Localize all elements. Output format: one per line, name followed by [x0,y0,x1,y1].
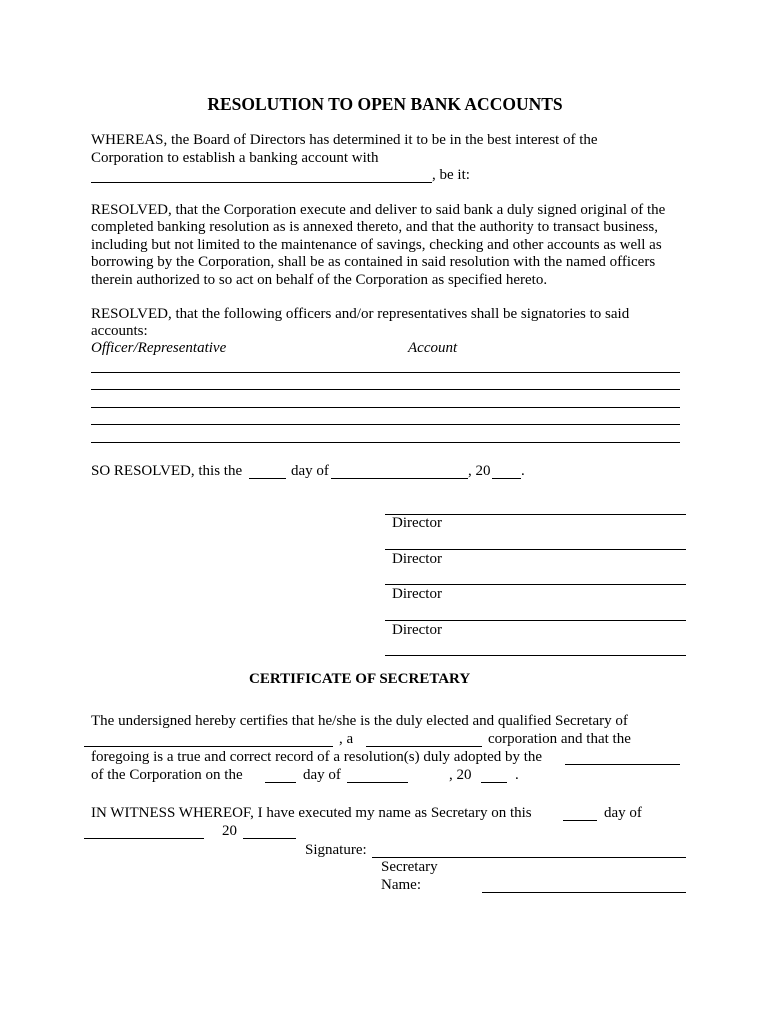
certificate-line-2-comma-a: , a [339,731,354,747]
secretary-signature-line[interactable] [372,841,686,858]
witness-year-prefix: 20 [222,823,237,839]
certificate-line-4-day-of: day of [303,767,341,783]
secretary-label: Secretary [381,859,438,875]
so-resolved-day-of: day of [291,463,329,479]
name-label: Name: [381,877,421,893]
resolved-authority-line: RESOLVED, that the Corporation execute and deliver to said bank a duly signed original of the [91,202,666,218]
certificate-line-2-rest: corporation and that the [488,731,631,747]
certificate-line-4-end: . [515,767,519,783]
director-label: Director [392,551,442,567]
signatory-row-5-blank[interactable] [91,442,680,443]
signatory-row-3-blank[interactable] [91,407,680,408]
certificate-line-4-lead: of the Corporation on the [91,767,243,783]
director-label: Director [392,515,442,531]
resolution-month-blank[interactable] [331,462,468,479]
witness-month-blank[interactable] [84,822,204,839]
witness-line-1: IN WITNESS WHEREOF, I have executed my name as Secretary on this [91,805,532,821]
resolved-authority-line: including but not limited to the maintenance of savings, checking and other accounts as well as [91,237,662,253]
so-resolved-end: . [521,463,525,479]
witness-day-of: day of [604,805,642,821]
so-resolved-year-prefix: , 20 [468,463,491,479]
certificate-heading: CERTIFICATE OF SECRETARY [249,671,471,687]
whereas-line-2: Corporation to establish a banking account with [91,150,379,166]
adoption-month-blank[interactable] [347,766,408,783]
signatory-row-4-blank[interactable] [91,424,680,425]
certificate-line-3: foregoing is a true and correct record of a resolution(s) duly adopted by the [91,749,543,765]
resolved-signatories-line: accounts: [91,323,148,339]
resolved-authority-line: therein authorized to so act on behalf of the Corporation as specified hereto. [91,272,548,288]
resolution-year-blank[interactable] [492,462,521,479]
so-resolved-lead: SO RESOLVED, this the [91,463,243,479]
whereas-line-1: WHEREAS, the Board of Directors has determined it to be in the best interest of the [91,132,598,148]
bank-name-blank[interactable] [91,166,432,183]
corporation-name-blank[interactable] [84,730,333,747]
adoption-day-blank[interactable] [265,766,296,783]
secretary-name-blank[interactable] [482,876,686,893]
account-column-header: Account [408,340,458,356]
document-title: RESOLUTION TO OPEN BANK ACCOUNTS [207,94,563,114]
whereas-line-3-suffix: , be it: [432,167,470,183]
director-label: Director [392,586,442,602]
witness-year-blank[interactable] [243,822,296,839]
resolved-authority-line: borrowing by the Corporation, shall be as contained in said resolution with the named officers [91,254,656,270]
resolved-signatories-line: RESOLVED, that the following officers and/or representatives shall be signatories to said [91,306,630,322]
certificate-line-4-year-prefix: , 20 [449,767,472,783]
signatory-row-2-blank[interactable] [91,389,680,390]
resolution-day-blank[interactable] [249,462,286,479]
director-block-bottom-rule [385,655,686,656]
resolved-authority-line: completed banking resolution as is annexed thereto, and that the authority to transact business, [91,219,658,235]
signatory-row-1-blank[interactable] [91,372,680,373]
state-of-incorporation-blank[interactable] [366,730,482,747]
adoption-year-blank[interactable] [481,766,507,783]
signature-label: Signature: [305,842,367,858]
director-label: Director [392,622,442,638]
adopting-body-blank[interactable] [565,748,680,765]
certificate-line-1: The undersigned hereby certifies that he/she is the duly elected and qualified Secretary of [91,713,628,729]
officer-column-header: Officer/Representative [91,340,227,356]
witness-day-blank[interactable] [563,804,597,821]
